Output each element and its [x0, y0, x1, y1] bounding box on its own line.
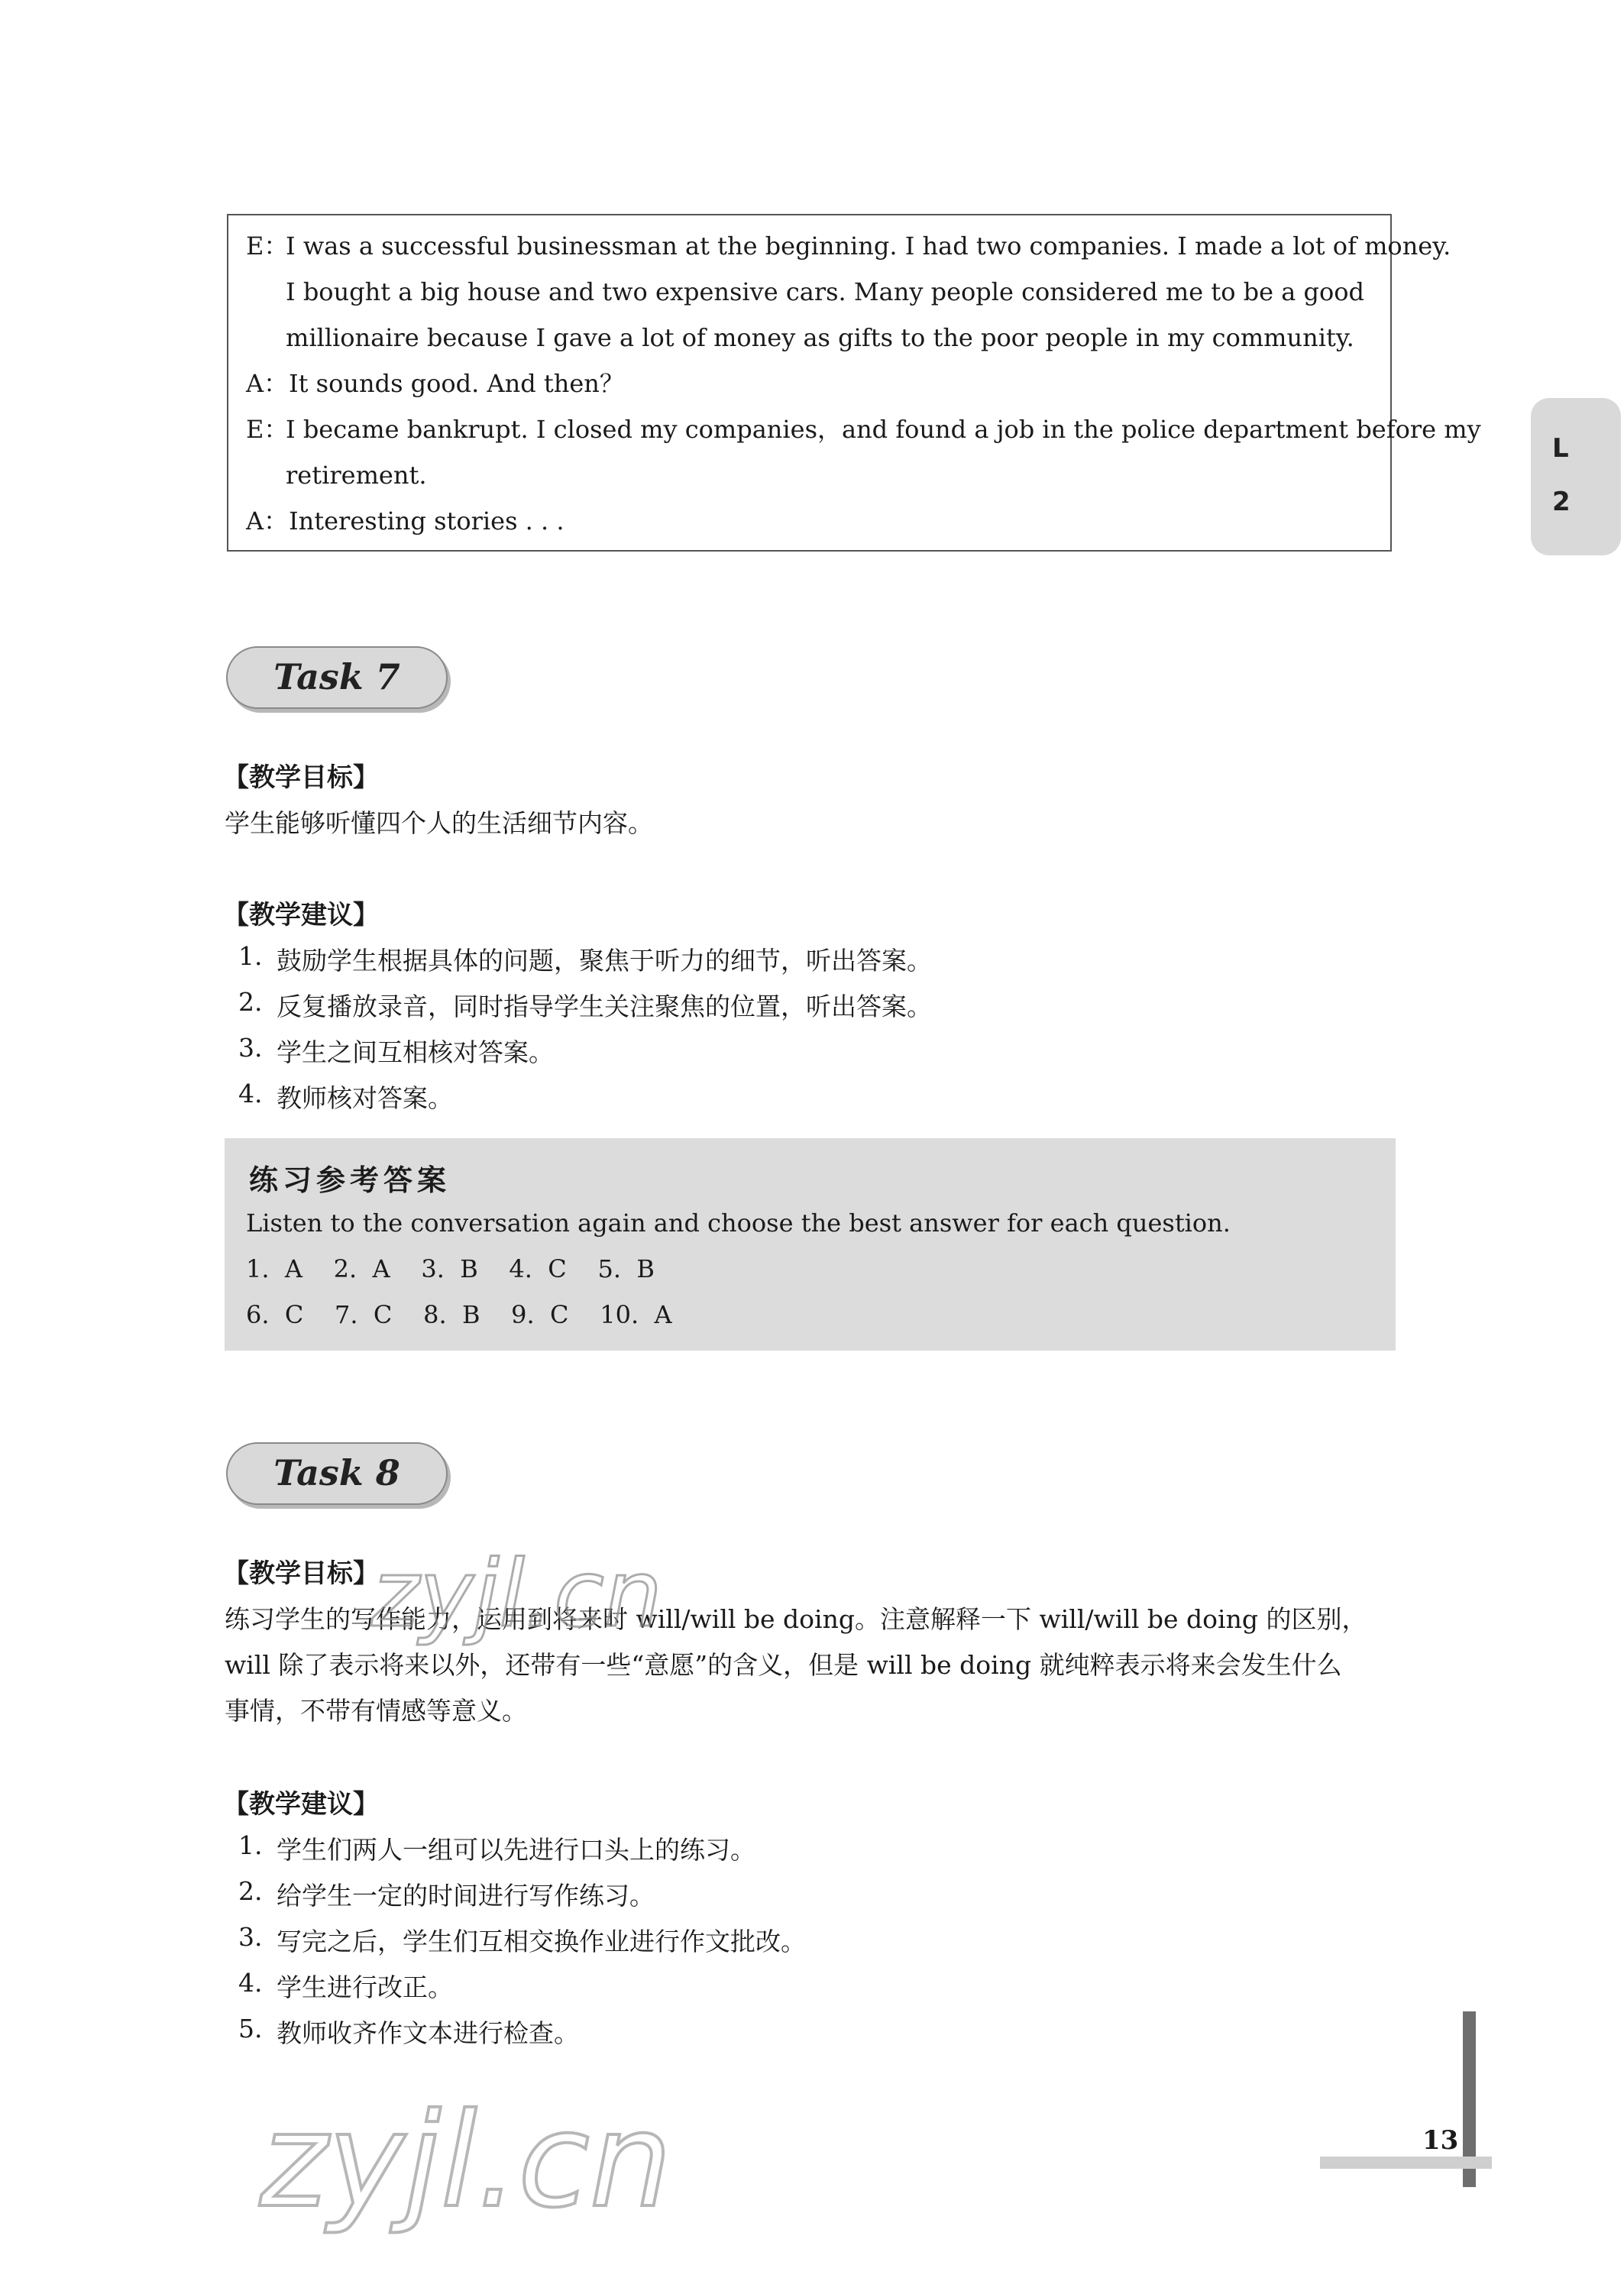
- list-item-number: 5.: [238, 2014, 263, 2043]
- dialogue-line: I became bankrupt. I closed my companies，and found a job in the police department before my: [286, 415, 1481, 444]
- list-item-number: 3.: [238, 1922, 263, 1952]
- lesson-side-tab: [1531, 398, 1621, 555]
- list-item-number: 2.: [238, 1876, 263, 1906]
- dialogue-speaker: A：: [246, 369, 289, 398]
- watermark: zyjl.cn: [371, 1542, 662, 1648]
- dialogue-line: I bought a big house and two expensive cars. Many people considered me to be a good: [286, 277, 1364, 306]
- task8-pill: Task 8: [226, 1442, 448, 1505]
- list-item-number: 1.: [238, 941, 263, 971]
- task7-pill: Task 7: [226, 646, 448, 709]
- dialogue-line: retirement.: [286, 461, 427, 490]
- task8-goal-heading: 【教学目标】: [223, 1558, 379, 1589]
- list-item-number: 3.: [238, 1033, 263, 1063]
- side-tab-letter: L: [1552, 433, 1569, 464]
- task8-goal-line: 事情，不带有情感等意义。: [225, 1696, 527, 1726]
- task8-goal-line: will 除了表示将来以外，还带有一些“意愿”的含义，但是 will be doing 就纯粹表示将来会发生什么: [225, 1650, 1342, 1680]
- answer-key-row: 6. C 7. C 8. B 9. C 10. A: [246, 1300, 672, 1329]
- dialogue-speaker: A：: [246, 506, 289, 536]
- dialogue-speaker: E：: [246, 231, 289, 260]
- list-item: 给学生一定的时间进行写作练习。: [277, 1881, 655, 1911]
- dialogue-speaker: E：: [246, 415, 289, 444]
- list-item: 教师核对答案。: [277, 1083, 453, 1113]
- task7-goal-text: 学生能够听懂四个人的生活细节内容。: [225, 808, 653, 838]
- dialogue-line: It sounds good. And then？: [289, 369, 624, 398]
- side-tab-number: 2: [1552, 487, 1571, 517]
- dialogue-line: millionaire because I gave a lot of money as gifts to the poor people in my community.: [286, 323, 1354, 352]
- page-rule-horizontal: [1320, 2157, 1492, 2169]
- list-item: 反复播放录音，同时指导学生关注聚焦的位置，听出答案。: [277, 992, 932, 1021]
- task7-goal-heading: 【教学目标】: [223, 762, 379, 793]
- dialogue-line: I was a successful businessman at the beginning. I had two companies. I made a lot of money.: [286, 231, 1451, 260]
- list-item-number: 1.: [238, 1830, 263, 1860]
- list-item-number: 4.: [238, 1079, 263, 1108]
- list-item: 学生进行改正。: [277, 1972, 453, 2002]
- answer-key-heading: 练习参考答案: [249, 1163, 451, 1197]
- list-item: 教师收齐作文本进行检查。: [277, 2018, 579, 2048]
- task7-suggest-heading: 【教学建议】: [223, 900, 379, 930]
- list-item: 鼓励学生根据具体的问题，聚焦于听力的细节，听出答案。: [277, 946, 932, 976]
- watermark: zyjl.cn: [260, 2085, 672, 2237]
- list-item: 学生之间互相核对答案。: [277, 1037, 554, 1067]
- task8-suggest-heading: 【教学建议】: [223, 1789, 379, 1820]
- list-item: 写完之后，学生们互相交换作业进行作文批改。: [277, 1927, 806, 1956]
- answer-key-instruction: Listen to the conversation again and choose the best answer for each question.: [246, 1209, 1231, 1238]
- page-number: 13: [1422, 2125, 1459, 2156]
- list-item: 学生们两人一组可以先进行口头上的练习。: [277, 1835, 755, 1865]
- task8-goal-line: 练习学生的写作能力，运用到将来时 will/will be doing。注意解释一下 will/will be doing 的区别，: [225, 1604, 1367, 1634]
- list-item-number: 2.: [238, 987, 263, 1017]
- list-item-number: 4.: [238, 1968, 263, 1998]
- answer-key-row: 1. A 2. A 3. B 4. C 5. B: [246, 1254, 655, 1283]
- dialogue-line: Interesting stories . . .: [289, 506, 565, 536]
